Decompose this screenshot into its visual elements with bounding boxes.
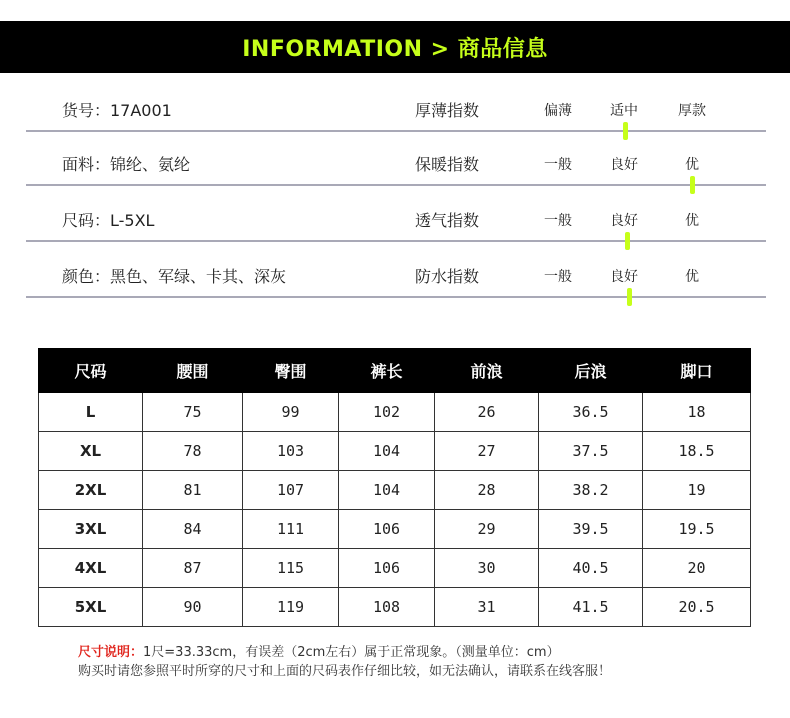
index-level-label: 良好 — [610, 157, 638, 173]
size-note-text: 1尺=33.33cm，有误差（2cm左右）属于正常现象。（测量单位：cm） — [143, 645, 560, 660]
table-row — [39, 471, 751, 510]
size-label-cell: 4XL — [39, 549, 143, 588]
info-row — [0, 206, 790, 262]
measurement-cell: 26 — [435, 393, 539, 432]
measurement-cell: 27 — [435, 432, 539, 471]
measurement-cell: 81 — [143, 471, 243, 510]
index-name: 保暖指数 — [415, 155, 480, 174]
size-table-header-cell: 脚口 — [643, 349, 751, 393]
info-left-text: 尺码：L-5XL — [62, 211, 155, 230]
measurement-cell: 20.5 — [643, 588, 751, 627]
index-level-marker — [690, 176, 695, 194]
size-note-line2: 购买时请您参照平时所穿的尺寸和上面的尺码表作仔细比较，如无法确认，请联系在线客服！ — [78, 664, 612, 679]
measurement-cell: 29 — [435, 510, 539, 549]
size-note-label: 尺寸说明： — [78, 645, 144, 660]
measurement-cell: 104 — [339, 471, 435, 510]
index-level-label: 优 — [685, 269, 699, 285]
measurement-cell: 20 — [643, 549, 751, 588]
measurement-cell: 19 — [643, 471, 751, 510]
index-level-marker — [623, 122, 628, 140]
index-level-label: 一般 — [544, 269, 572, 285]
index-name: 防水指数 — [415, 267, 480, 286]
size-table-header-cell: 腰围 — [143, 349, 243, 393]
measurement-cell: 30 — [435, 549, 539, 588]
info-left-text: 颜色：黑色、军绿、卡其、深灰 — [62, 267, 287, 286]
measurement-cell: 84 — [143, 510, 243, 549]
info-left-text: 货号：17A001 — [62, 101, 172, 120]
info-row — [0, 150, 790, 206]
size-label-cell: XL — [39, 432, 143, 471]
row-divider — [26, 184, 766, 186]
info-left-text: 面料：锦纶、氨纶 — [62, 155, 191, 174]
size-table-header-cell: 裤长 — [339, 349, 435, 393]
index-level-label: 偏薄 — [544, 103, 572, 119]
index-level-label: 良好 — [610, 269, 638, 285]
measurement-cell: 119 — [243, 588, 339, 627]
measurement-cell: 75 — [143, 393, 243, 432]
index-name: 厚薄指数 — [415, 101, 480, 120]
table-row — [39, 393, 751, 432]
row-divider — [26, 296, 766, 298]
measurement-cell: 99 — [243, 393, 339, 432]
measurement-cell: 37.5 — [539, 432, 643, 471]
measurement-cell: 104 — [339, 432, 435, 471]
measurement-cell: 102 — [339, 393, 435, 432]
table-row — [39, 549, 751, 588]
measurement-cell: 18.5 — [643, 432, 751, 471]
measurement-cell: 28 — [435, 471, 539, 510]
measurement-cell: 38.2 — [539, 471, 643, 510]
size-note-line1 — [78, 641, 560, 660]
measurement-cell: 36.5 — [539, 393, 643, 432]
measurement-cell: 106 — [339, 510, 435, 549]
measurement-cell: 115 — [243, 549, 339, 588]
measurement-cell: 90 — [143, 588, 243, 627]
size-label-cell: 5XL — [39, 588, 143, 627]
measurement-cell: 40.5 — [539, 549, 643, 588]
info-row — [0, 262, 790, 318]
index-level-label: 优 — [685, 213, 699, 229]
size-label-cell: 2XL — [39, 471, 143, 510]
size-table-header-cell: 后浪 — [539, 349, 643, 393]
size-label-cell: L — [39, 393, 143, 432]
row-divider — [26, 240, 766, 242]
measurement-cell: 41.5 — [539, 588, 643, 627]
page-banner — [0, 21, 790, 73]
measurement-cell: 106 — [339, 549, 435, 588]
size-table-header-cell: 尺码 — [39, 349, 143, 393]
measurement-cell: 39.5 — [539, 510, 643, 549]
measurement-cell: 31 — [435, 588, 539, 627]
measurement-cell: 19.5 — [643, 510, 751, 549]
measurement-cell: 78 — [143, 432, 243, 471]
index-level-label: 厚款 — [678, 103, 706, 119]
index-level-label: 一般 — [544, 213, 572, 229]
size-table-header — [39, 349, 751, 393]
size-table-header-cell: 前浪 — [435, 349, 539, 393]
measurement-cell: 107 — [243, 471, 339, 510]
table-row — [39, 510, 751, 549]
size-table-header-cell: 臀围 — [243, 349, 339, 393]
index-level-marker — [627, 288, 632, 306]
measurement-cell: 108 — [339, 588, 435, 627]
size-label-cell: 3XL — [39, 510, 143, 549]
info-row — [0, 96, 790, 152]
measurement-cell: 18 — [643, 393, 751, 432]
index-level-label: 良好 — [610, 213, 638, 229]
measurement-cell: 111 — [243, 510, 339, 549]
index-level-label: 优 — [685, 157, 699, 173]
measurement-cell: 103 — [243, 432, 339, 471]
measurement-cell: 87 — [143, 549, 243, 588]
table-row — [39, 432, 751, 471]
size-chart-table — [38, 348, 751, 627]
index-name: 透气指数 — [415, 211, 480, 230]
index-level-label: 适中 — [610, 103, 638, 119]
banner-title: INFORMATION > 商品信息 — [242, 36, 548, 62]
index-level-label: 一般 — [544, 157, 572, 173]
table-row — [39, 588, 751, 627]
index-level-marker — [625, 232, 630, 250]
row-divider — [26, 130, 766, 132]
